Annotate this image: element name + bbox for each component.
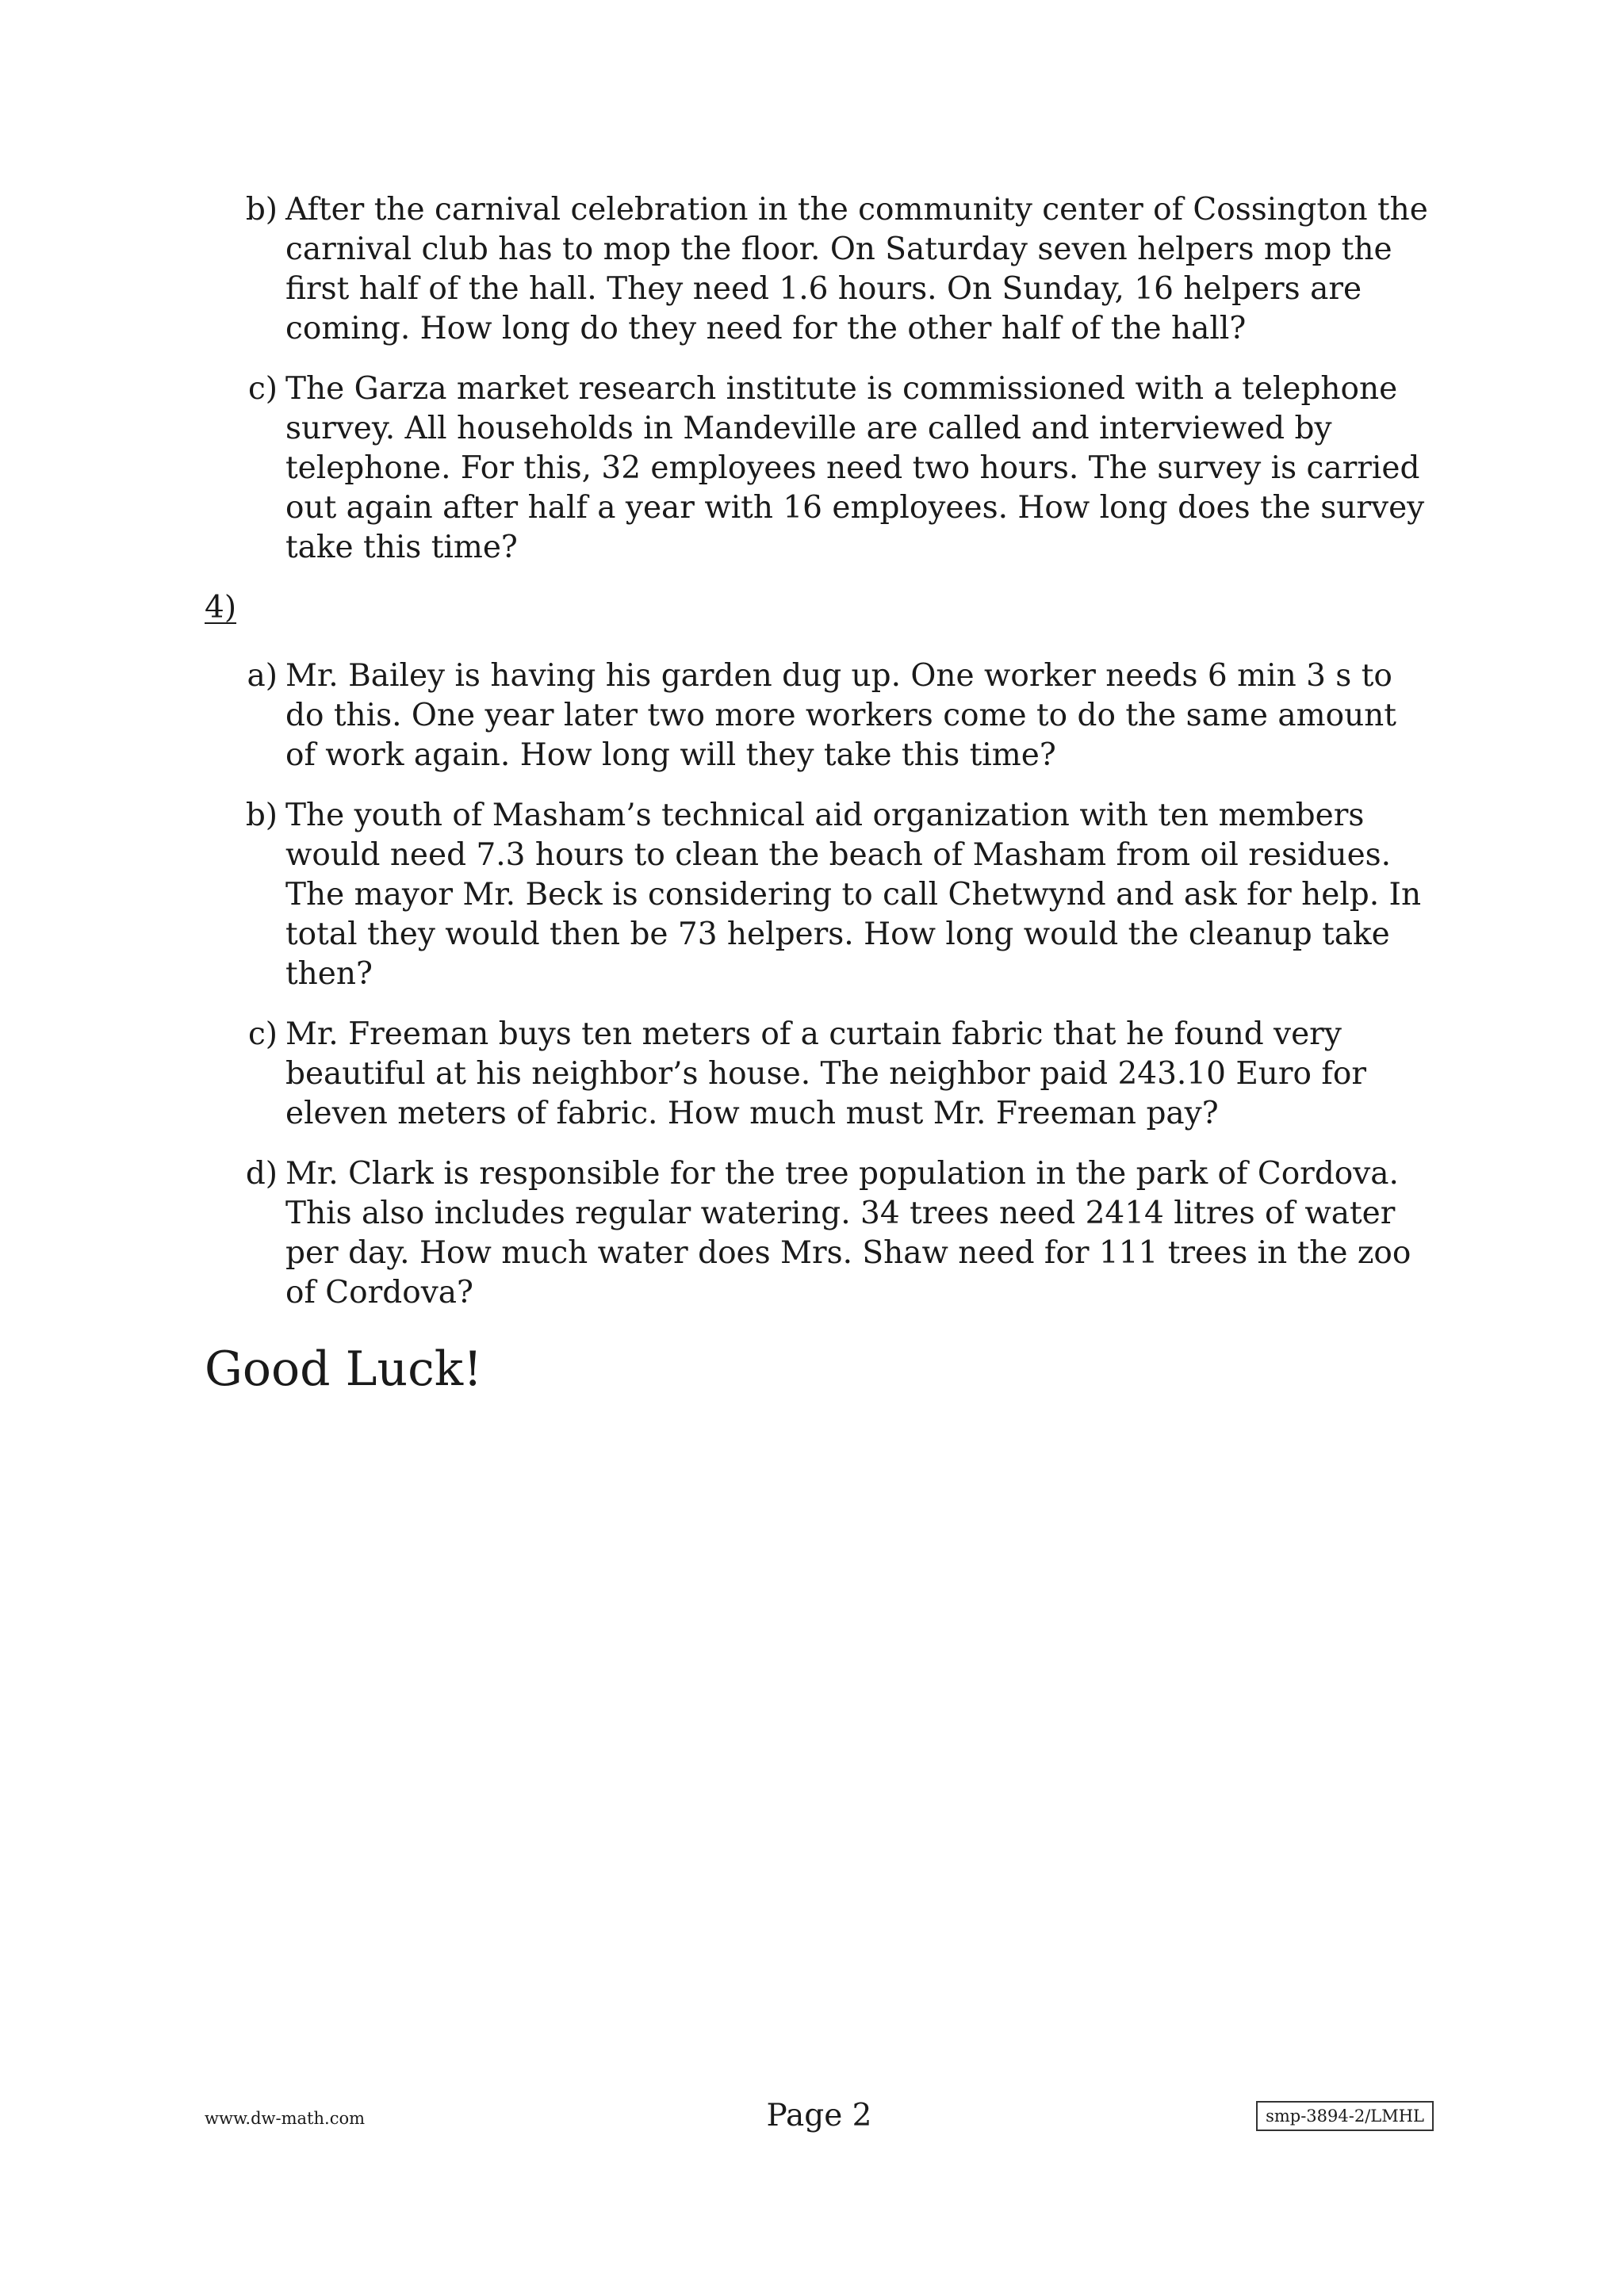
subitem-text: The youth of Masham’s technical aid organization with ten members would need 7.3 hours to clean the beach of Masham from oil residues. The mayor Mr. Beck is considering to call Chetwynd and ask for help. In total they would then be 73 helpers. How long would the cleanup take then?	[285, 798, 1422, 992]
subitem-label: a)	[247, 658, 278, 694]
question-4c	[205, 1015, 1434, 1134]
footer-document-code: smp-3894-2/LMHL	[1256, 2101, 1434, 2131]
subitem-text: After the carnival celebration in the community center of Cossington the carnival club has to mop the floor. On Saturday seven helpers mop the first half of the hall. They need 1.6 hours. On Sunday, 16 helpers are coming. How long do they need for the other half of the hall?	[285, 192, 1428, 346]
subitem-label: d)	[245, 1156, 278, 1192]
question-4-number: 4)	[205, 590, 237, 626]
footer-page-number: Page 2	[766, 2098, 872, 2133]
subitem-text: Mr. Freeman buys ten meters of a curtain fabric that he found very beautiful at his neighbor’s house. The neighbor paid 243.10 Euro for eleven meters of fabric. How much must Mr. Freeman pay?	[285, 1016, 1366, 1131]
worksheet-content	[205, 190, 1434, 1397]
question-3c	[205, 369, 1434, 568]
question-4b	[205, 796, 1434, 994]
subitem-text: Mr. Clark is responsible for the tree population in the park of Cordova. This also includes regular watering. 34 trees need 2414 litres of water per day. How much water does Mrs. Shaw need for 111 trees in the zoo of Cordova?	[285, 1156, 1411, 1311]
subitem-label: b)	[245, 192, 278, 228]
subitem-label: b)	[245, 798, 278, 833]
subitem-label: c)	[247, 371, 278, 407]
footer-website: www.dw-math.com	[205, 2109, 366, 2128]
page-footer	[205, 2093, 1434, 2141]
closing-message: Good Luck!	[205, 1341, 483, 1397]
subitem-label: c)	[247, 1016, 278, 1052]
question-4a	[205, 656, 1434, 775]
question-3b	[205, 190, 1434, 349]
question-4d	[205, 1154, 1434, 1313]
subitem-text: The Garza market research institute is commissioned with a telephone survey. All households in Mandeville are called and interviewed by telephone. For this, 32 employees need two hours. The survey is carried out again after half a year with 16 employees. How long does the survey take this time?	[285, 371, 1425, 565]
subitem-text: Mr. Bailey is having his garden dug up. One worker needs 6 min 3 s to do this. One year later two more workers come to do the same amount of work again. How long will they take this time?	[285, 658, 1396, 773]
